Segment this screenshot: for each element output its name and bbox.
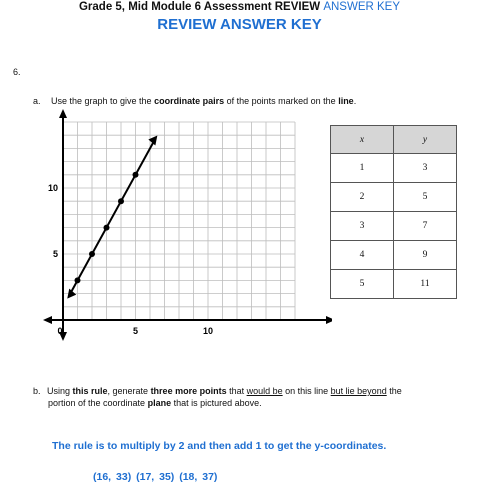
answer-rule: The rule is to multiply by 2 and then add 1 to get the y-coordinates.: [52, 440, 387, 452]
x-tick-label: 0: [57, 326, 63, 336]
table-row: [331, 270, 457, 299]
table-header-row: [331, 126, 457, 154]
table-cell-y: 5: [394, 183, 457, 212]
answer-point: (18, 37): [179, 471, 218, 483]
part-b-text: that: [226, 386, 247, 396]
table-row: [331, 212, 457, 241]
part-b-label: b.: [33, 386, 41, 396]
part-a-text2: of the points marked on the: [224, 96, 339, 106]
part-a-text3: .: [353, 96, 357, 106]
y-tick-label: 5: [52, 249, 58, 259]
part-b-text: , generate: [107, 386, 151, 396]
part-b-text: portion of the coordinate: [48, 398, 148, 408]
x-axis-arrow: [326, 316, 332, 324]
table-row: [331, 241, 457, 270]
table-cell-y: 3: [394, 154, 457, 183]
x-tick-label: 5: [132, 326, 139, 336]
header-title-text: Grade 5, Mid Module 6 Assessment REVIEW: [78, 1, 321, 13]
part-b-line1: [33, 385, 463, 397]
column-header-y: y: [394, 126, 457, 154]
part-b-text: on this line: [282, 386, 331, 396]
part-b-line2: [33, 397, 463, 409]
part-b-underline: would be: [246, 386, 283, 396]
answer-point: (16, 33): [93, 471, 132, 483]
data-point: [89, 251, 95, 257]
table-cell-x: 3: [331, 212, 394, 241]
part-b-prompt: [33, 385, 463, 409]
part-a-prompt: [33, 96, 356, 106]
part-b-bold: three more points: [150, 386, 227, 396]
part-b-bold: this rule: [72, 386, 108, 396]
series-line: [70, 140, 154, 293]
table-cell-y: 7: [394, 212, 457, 241]
coordinate-plane: [42, 108, 332, 348]
data-point: [133, 172, 139, 178]
table-cell-x: 4: [331, 241, 394, 270]
table-cell-x: 5: [331, 270, 394, 299]
data-point: [75, 277, 81, 283]
x-tick-label: 10: [202, 326, 214, 336]
part-b-underline: but lie beyond: [330, 386, 387, 396]
part-b-bold: plane: [147, 398, 172, 408]
part-a-text1: Use the graph to give the: [51, 96, 155, 106]
header-answer-key: ANSWER KEY: [323, 1, 401, 13]
data-point: [104, 225, 110, 231]
answer-point: (17, 35): [136, 471, 175, 483]
question-number: 6.: [13, 67, 21, 77]
data-point: [118, 198, 124, 204]
part-b-text: the: [386, 386, 402, 396]
column-header-x: x: [331, 126, 394, 154]
part-a-bold1: coordinate pairs: [154, 96, 225, 106]
table-row: [331, 154, 457, 183]
x-axis-arrow: [43, 316, 52, 324]
xy-table: [330, 125, 457, 299]
table-cell-x: 1: [331, 154, 394, 183]
table-cell-x: 2: [331, 183, 394, 212]
part-a-bold2: line: [338, 96, 354, 106]
answer-points: [93, 471, 217, 483]
part-b-text: that is pictured above.: [171, 398, 262, 408]
y-tick-label: 10: [47, 183, 58, 193]
part-a-label: a.: [33, 96, 41, 106]
table-cell-y: 11: [394, 270, 457, 299]
header-title: [0, 1, 479, 13]
part-b-text: Using: [47, 386, 73, 396]
y-axis-arrow: [59, 109, 67, 118]
page-subtitle: REVIEW ANSWER KEY: [157, 16, 322, 33]
table-row: [331, 183, 457, 212]
table-cell-y: 9: [394, 241, 457, 270]
